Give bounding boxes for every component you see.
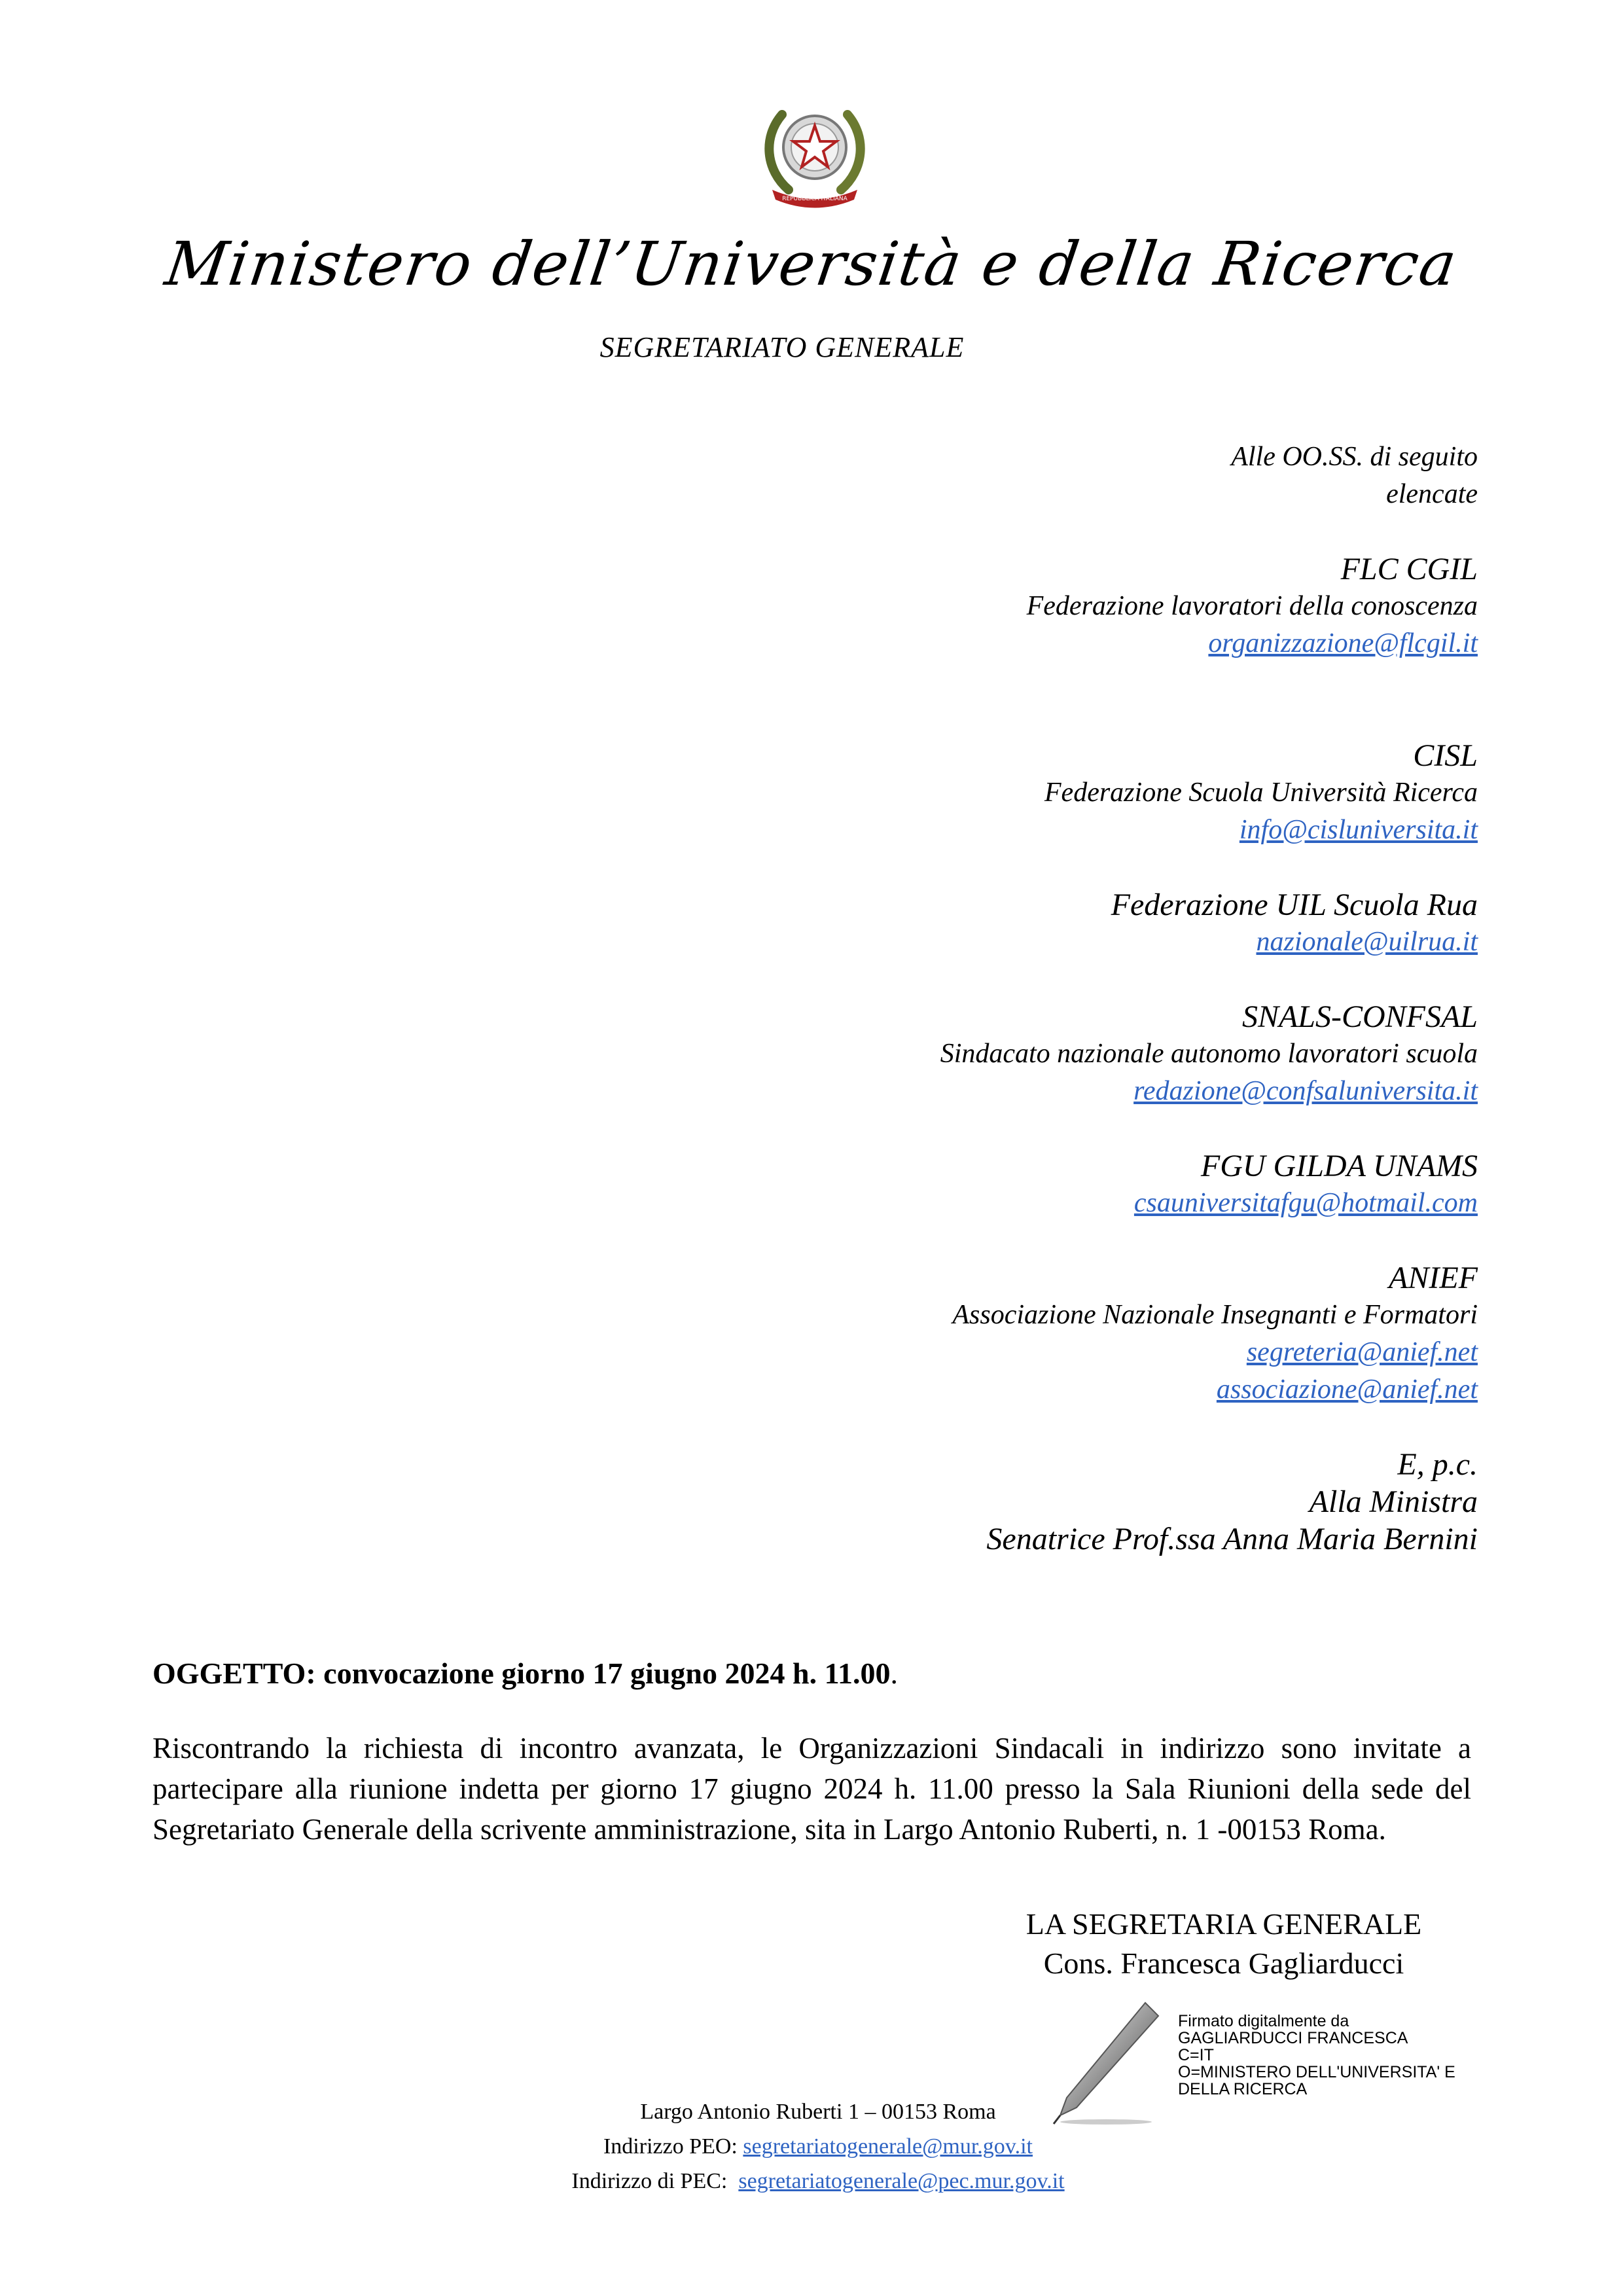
recipient-name: SNALS-CONFSAL (1241, 999, 1478, 1034)
recipient-desc: Sindacato nazionale autonomo lavoratori scuola (940, 1039, 1478, 1069)
footer-pec-email-link[interactable]: segretariatogenerale@pec.mur.gov.it (738, 2169, 1065, 2193)
department-name: SEGRETARIATO GENERALE (599, 331, 965, 363)
footer-peo-email-link[interactable]: segretariatogenerale@mur.gov.it (743, 2134, 1033, 2159)
digital-signature-stamp (1178, 2013, 1455, 2098)
emblem-ribbon-text: REPUBBLICA ITALIANA (782, 196, 847, 202)
body-paragraph: Riscontrando la richiesta di incontro avanzata, le Organizzazioni Sindacali in indirizzo sono invitate a partecipare alla riunione indetta per giorno 17 giugno 2024 h. 11.00 presso la Sala Riunioni della sede del Segretariato Generale della scrivente amministrazione, sita in Largo Antonio Ruberti, n. 1 -00153 Roma. (152, 1732, 1471, 1846)
cc-line1: Alla Ministra (1309, 1484, 1478, 1519)
recipient-name: FGU GILDA UNAMS (1200, 1149, 1478, 1183)
recipient-email-link[interactable]: redazione@confsaluniversita.it (1133, 1076, 1478, 1106)
digisig-line2: GAGLIARDUCCI FRANCESCA (1178, 2029, 1408, 2047)
recipient-email-link[interactable]: nazionale@uilrua.it (1256, 927, 1478, 957)
recipient-name: FLC CGIL (1340, 552, 1478, 586)
emblem-icon (753, 92, 877, 209)
recipient-email-link[interactable]: csauniversitafgu@hotmail.com (1133, 1188, 1478, 1218)
digisig-line3: C=IT (1178, 2046, 1214, 2064)
footer-address: Largo Antonio Ruberti 1 – 00153 Roma (640, 2100, 996, 2124)
recipients-block (562, 439, 1478, 1558)
footer-pec-line (393, 2164, 1243, 2198)
ministry-title: Ministero dell’Università e della Ricerca (161, 229, 1462, 299)
subject-line (152, 1656, 898, 1691)
recipients-intro-line1: Alle OO.SS. di seguito (1231, 442, 1478, 472)
recipient-email-link[interactable]: info@cisluniversita.it (1239, 815, 1478, 845)
digisig-line5: DELLA RICERCA (1178, 2080, 1308, 2098)
recipient-name: CISL (1413, 738, 1478, 773)
digisig-line1: Firmato digitalmente da (1178, 2012, 1349, 2030)
recipient-desc: Federazione Scuola Università Ricerca (1044, 778, 1478, 808)
subject-end: . (890, 1657, 899, 1690)
footer-peo-line (393, 2129, 1243, 2164)
recipient-email-link-secondary[interactable]: associazione@anief.net (1216, 1374, 1478, 1405)
recipient-name: ANIEF (1389, 1261, 1478, 1295)
footer-pec-label: Indirizzo di PEC: (571, 2169, 728, 2193)
footer (393, 2094, 1243, 2198)
signature-title: LA SEGRETARIA GENERALE (1026, 1907, 1422, 1941)
signature-name: Cons. Francesca Gagliarducci (1043, 1946, 1404, 1980)
recipient-desc: Associazione Nazionale Insegnanti e Formatori (952, 1300, 1478, 1330)
recipients-intro-line2: elencate (1386, 479, 1478, 509)
signature-block (969, 1905, 1479, 1983)
subject-text: OGGETTO: convocazione giorno 17 giugno 2024 h. 11.00 (152, 1657, 891, 1690)
recipient-desc: Federazione lavoratori della conoscenza (1026, 591, 1478, 621)
cc-line2: Senatrice Prof.ssa Anna Maria Bernini (986, 1522, 1478, 1556)
recipient-email-link[interactable]: segreteria@anief.net (1246, 1337, 1478, 1367)
cc-label: E, p.c. (1397, 1447, 1478, 1482)
recipient-email-link[interactable]: organizzazione@flcgil.it (1208, 628, 1478, 658)
recipient-name: Federazione UIL Scuola Rua (1111, 888, 1478, 922)
footer-peo-label: Indirizzo PEO: (603, 2134, 738, 2159)
digisig-line4: O=MINISTERO DELL'UNIVERSITA' E (1178, 2063, 1455, 2081)
